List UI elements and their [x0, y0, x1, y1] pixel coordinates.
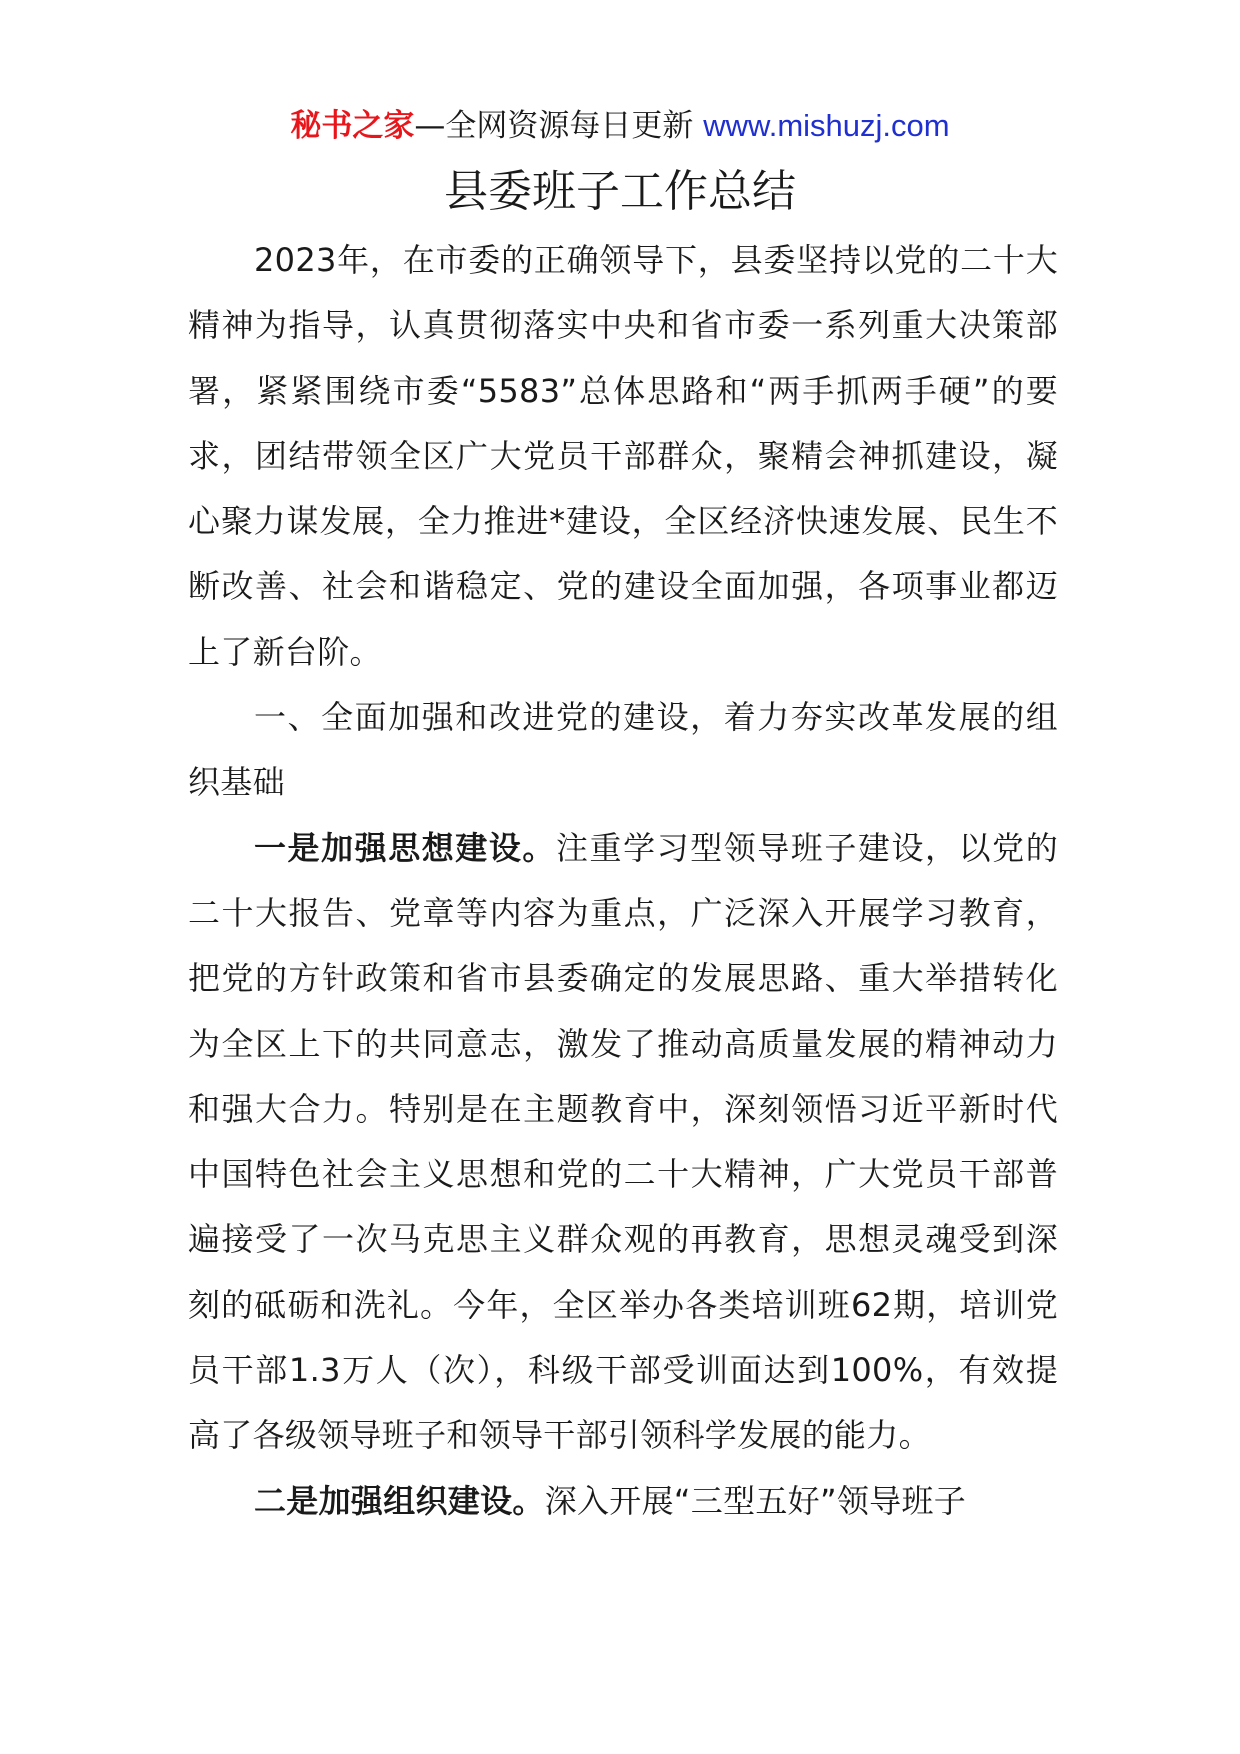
site-header — [0, 104, 1240, 148]
item-text-organization: 深入开展“三型五好”领导班子 — [544, 1481, 967, 1520]
document-title: 县委班子工作总结 — [444, 166, 796, 217]
intro-paragraph: 2023年，在市委的正确领导下，县委坚持以党的二十大精神为指导，认真贯彻落实中央和省市委一系列重大决策部署，紧紧围绕市委“5583”总体思路和“两手抓两手硬”的要求，团结带领全区广大党员干部群众，聚精会神抓建设，凝心聚力谋发展，全力推进*建设，全区经济快速发展、民生不断改善、社会和谐稳定、党的建设全面加强，各项事业都迈上了新台阶。 — [188, 241, 1058, 671]
document-body — [188, 228, 1058, 1534]
section-heading: 一、全面加强和改进党的建设，着力夯实改革发展的组织基础 — [188, 698, 1058, 802]
site-tagline: —全网资源每日更新 — [414, 108, 704, 144]
item-paragraph-ideology — [188, 816, 1058, 1469]
item-lead-ideology: 一是加强思想建设。 — [254, 828, 556, 867]
item-paragraph-organization — [188, 1469, 1058, 1534]
item-lead-organization: 二是加强组织建设。 — [254, 1481, 545, 1520]
site-brand: 秘书之家 — [290, 108, 415, 144]
item-text-ideology: 注重学习型领导班子建设，以党的二十大报告、党章等内容为重点，广泛深入开展学习教育，把党的方针政策和省市县委确定的发展思路、重大举措转化为全区上下的共同意志，激发了推动高质量发展的精神动力和强大合力。特别是在主题教育中，深刻领悟习近平新时代中国特色社会主义思想和党的二十大精神，广大党员干部普遍接受了一次马克思主义群众观的再教育，思想灵魂受到深刻的砥砺和洗礼。今年，全区举办各类培训班62期，培训党员干部1.3万人（次），科级干部受训面达到100%，有效提高了各级领导班子和领导干部引领科学发展的能力。 — [188, 828, 1058, 1455]
site-url-link[interactable]: www.mishuzj.com — [703, 108, 950, 143]
